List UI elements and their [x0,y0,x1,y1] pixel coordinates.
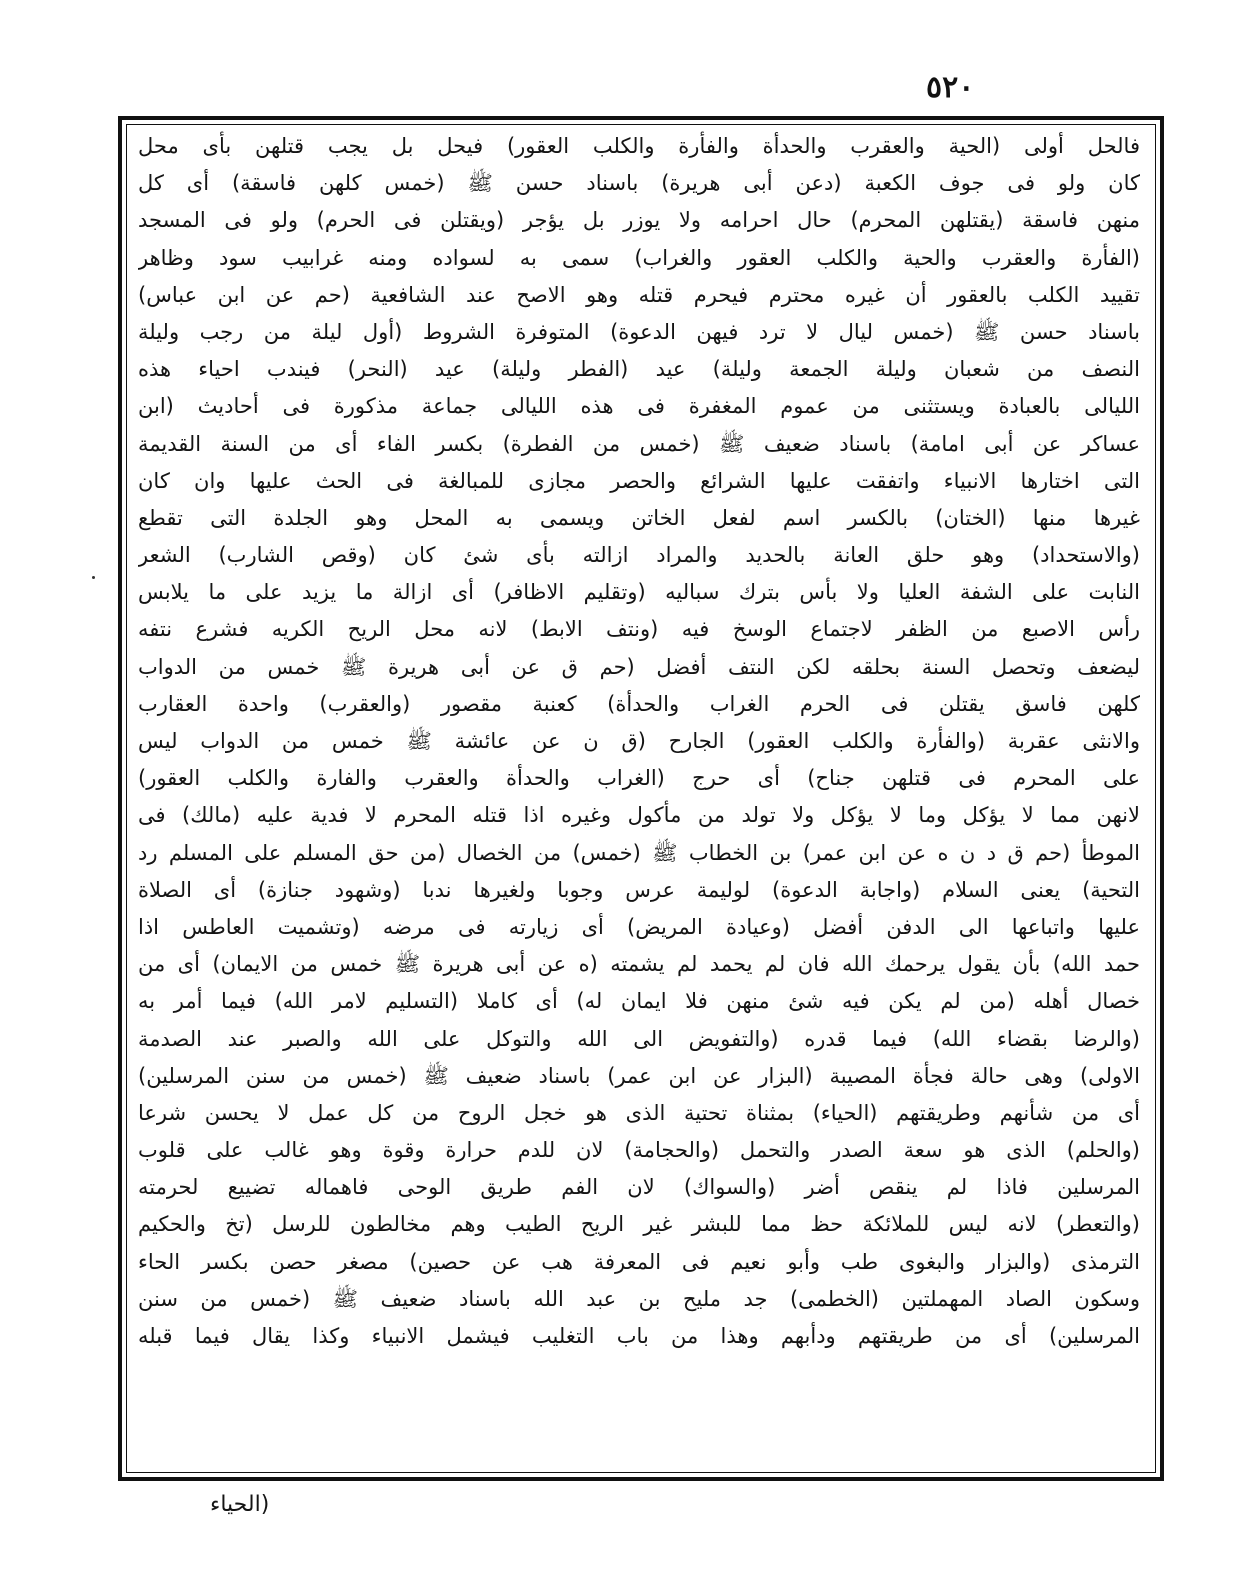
text-line: الليالى بالعبادة ويستثنى من عموم المغفرة فى هذه الليالى جماعة مذكورة فى أحاديث (ابن [138,394,1140,419]
text-line: التى اختارها الانبياء واتفقت عليها الشرائع والحصر مجازى للمبالغة فى الحث عليها وان كان [138,468,1140,493]
text-line: غيرها منها (الختان) بالكسر اسم لفعل الخاتن ويسمى به المحل وهو الجلدة التى تقطع [138,505,1140,530]
text-line: أى من شأنهم وطريقتهم (الحياء) بمثناة تحتية الذى هو خجل الروح من كل عمل لا يحسن شرعا [138,1100,1140,1125]
text-line: (والرضا بقضاء الله) فيما قدره (والتفويض الى الله والتوكل على الله والصبر عند الصدمة [138,1026,1140,1051]
text-line: على المحرم فى قتلهن جناح) أى حرج (الغراب والحدأة والعقرب والفارة والكلب العقور) [138,766,1140,791]
text-line: (والاستحداد) وهو حلق العانة بالحديد والمراد ازالته بأى شئ كان (وقص الشارب) الشعر [138,543,1140,568]
text-line: الترمذى (والبزار والبغوى طب وأبو نعيم فى المعرفة هب عن حصين) مصغر حصن بكسر الحاء [138,1249,1140,1274]
text-line: باسناد حسن ﷺ (خمس ليال لا ترد فيهن الدعوة) المتوفرة الشروط (أول ليلة من رجب وليلة [138,319,1140,344]
text-line: رأس الاصبع من الظفر لاجتماع الوسخ فيه (ونتف الابط) لانه محل الريح الكريه فشرع نتفه [138,617,1140,642]
text-line: (والحلم) الذى هو سعة الصدر والتحمل (والحجامة) لان للدم حرارة وقوة وهو غالب على قلوب [138,1138,1140,1163]
text-line: الاولى) وهى حالة فجأة المصيبة (البزار عن ابن عمر) باسناد ضعيف ﷺ (خمس من سنن المرسلين) [138,1063,1140,1088]
text-line: عساكر عن أبى امامة) باسناد ضعيف ﷺ (خمس من الفطرة) بكسر الفاء أى من السنة القديمة [138,431,1140,456]
stray-mark [92,576,95,579]
text-line: كلهن فاسق يقتلن فى الحرم الغراب والحدأة) كعنبة مقصور (والعقرب) واحدة العقارب [138,691,1140,716]
text-line: النابت على الشفة العليا ولا بأس بترك سباليه (وتقليم الاظافر) أى ازالة ما يزيد على ما يلابس [138,580,1140,605]
text-line: وسكون الصاد المهملتين (الخطمى) جد مليح بن عبد الله باسناد ضعيف ﷺ (خمس من سنن [138,1286,1140,1311]
text-line: لانهن مما لا يؤكل وما لا يؤكل ولا تولد من مأكول وغيره اذا قتله المحرم لا فدية عليه (مالك) فى [138,803,1140,828]
text-line: المرسلين) أى من طريقتهم ودأبهم وهذا من باب التغليب فيشمل الانبياء وكذا يقال فيما قبله [138,1324,1140,1348]
text-line: حمد الله) بأن يقول يرحمك الله فان لم يحمد لم يشمته (ه عن أبى هريرة ﷺ خمس من الايمان) أى من [138,952,1140,977]
text-line: خصال أهله (من لم يكن فيه شئ منهن فلا ايمان له) أى كاملا (التسليم لامر الله) فيما أمر به [138,989,1140,1014]
text-line: تقييد الكلب بالعقور أن غيره محترم فيحرم قتله وهو الاصح عند الشافعية (حم عن ابن عباس) [138,282,1140,307]
text-line: (والتعطر) لانه ليس للملائكة حظ مما للبشر غير الريح الطيب وهم مخالطون للرسل (تخ والحكيم [138,1212,1140,1237]
text-block [138,128,1140,1468]
text-line: فالحل أولى (الحية والعقرب والحدأة والفأرة والكلب العقور) فيحل بل يجب قتلهن بأى محل [138,134,1140,158]
text-line: (الفأرة والعقرب والحية والكلب العقور والغراب) سمى به لسواده ومنه غرابيب سود وظاهر [138,245,1140,270]
text-line: الموطأ (حم ق د ن ه عن ابن عمر) بن الخطاب ﷺ (خمس) من الخصال (من حق المسلم على المسلم رد [138,840,1140,865]
text-line: المرسلين فاذا لم ينقص أضر (والسواك) لان الفم طريق الوحى فاهماله تضييع لحرمته [138,1175,1140,1200]
catchword: (الحياء [210,1492,270,1517]
page-number: ٥٢٠ [926,70,975,105]
text-line: التحية) يعنى السلام (واجابة الدعوة) لوليمة عرس وجوبا ولغيرها ندبا (وشهود جنازة) أى الصلاة [138,877,1140,902]
text-line: منهن فاسقة (يقتلهن المحرم) حال احرامه ولا يوزر بل يؤجر (ويقتلن فى الحرم) ولو فى المسجد [138,208,1140,233]
text-line: عليها واتباعها الى الدفن أفضل (وعيادة المريض) أى زيارته فى مرضه (وتشميت العاطس اذا [138,914,1140,939]
text-line: النصف من شعبان وليلة الجمعة وليلة) عيد (الفطر وليلة) عيد (النحر) فيندب احياء هذه [138,357,1140,382]
text-line: كان ولو فى جوف الكعبة (دعن أبى هريرة) باسناد حسن ﷺ (خمس كلهن فاسقة) أى كل [138,171,1140,196]
text-line: والانثى عقربة (والفأرة والكلب العقور) الجارح (ق ن عن عائشة ﷺ خمس من الدواب ليس [138,729,1140,753]
text-line: ليضعف وتحصل السنة بحلقه لكن النتف أفضل (حم ق عن أبى هريرة ﷺ خمس من الدواب [138,654,1140,679]
